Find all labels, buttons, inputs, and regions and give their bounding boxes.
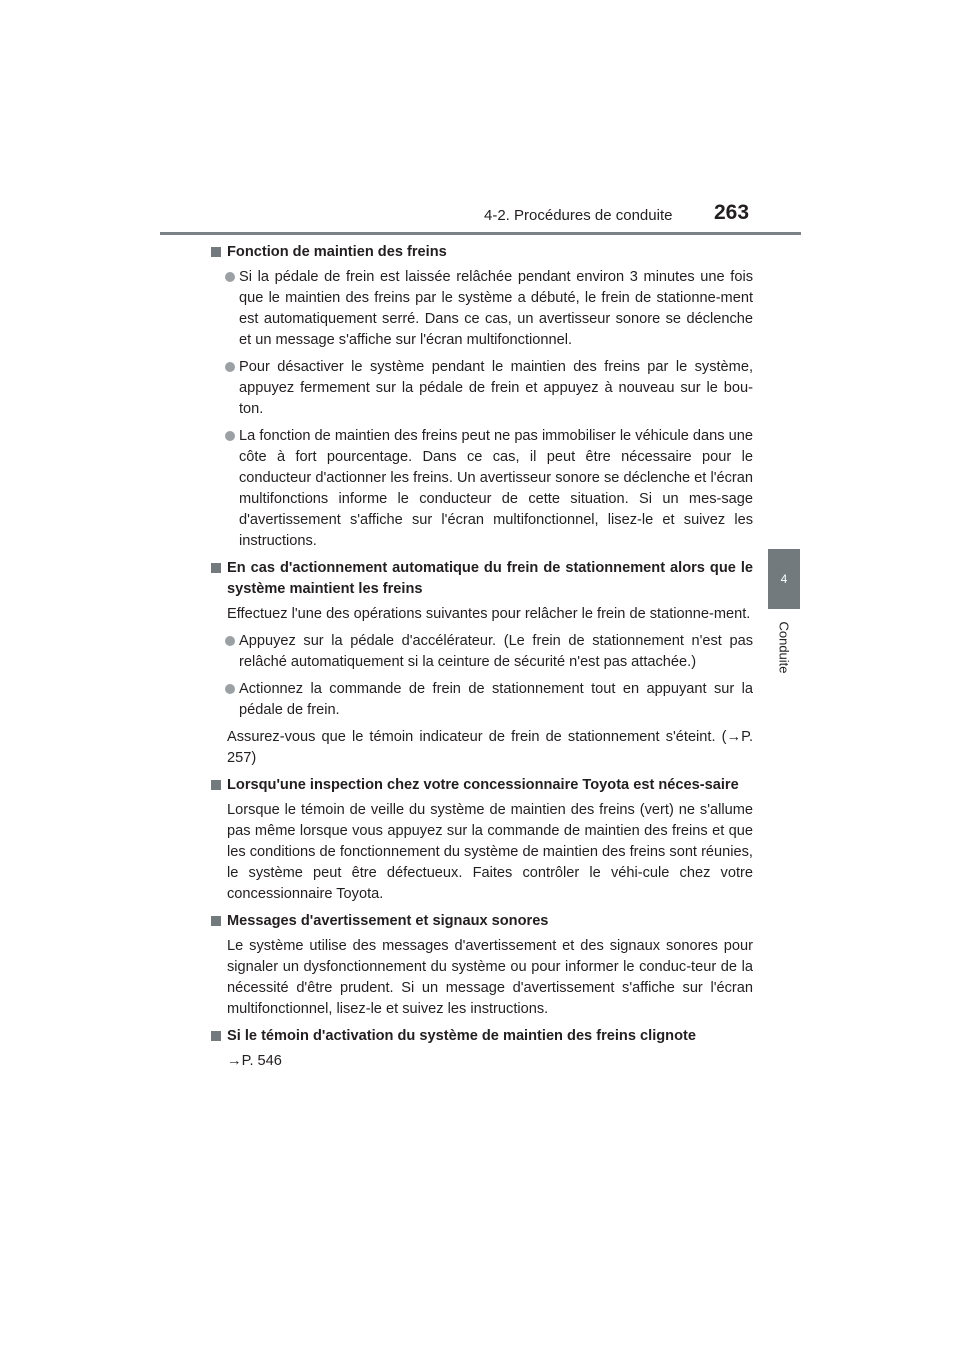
section-heading: [211, 242, 753, 263]
section-inspection: [211, 775, 753, 905]
bullet-text: Si la pédale de frein est laissée relâchée pendant environ 3 minutes une fois que le maintien des freins par le système a débuté, le frein de stationne-ment est automatiquement serré. Dans ce cas, un avertisseur sonore se déclenche et un message s'affiche sur l'écran multifonctionnel.: [239, 269, 753, 348]
bullet-item: [211, 631, 753, 673]
section-title: En cas d'actionnement automatique du frein de stationnement alors que le système maintient les freins: [227, 560, 753, 597]
round-bullet-icon: [225, 636, 235, 646]
header-rule: [160, 232, 801, 235]
square-bullet-icon: [211, 1031, 221, 1041]
bullet-item: [211, 267, 753, 351]
section-body: Lorsque le témoin de veille du système de maintien des freins (vert) ne s'allume pas même lorsque vous appuyez sur la commande de maintien des freins et que les conditions de fonctionnement du système de maintien des freins sont réunies, le système peut être défectueux. Faites contrôler le véhi-cule chez votre concessionnaire Toyota.: [227, 802, 753, 902]
section-brake-hold: [211, 242, 753, 552]
bullet-text: Pour désactiver le système pendant le maintien des freins par le système, appuyez fermement sur la pédale de frein et appuyez à nouveau sur le bou-ton.: [239, 359, 753, 417]
page-reference-link[interactable]: →P. 546: [227, 1053, 282, 1069]
section-warning-messages: [211, 911, 753, 1020]
section-auto-parking-brake: [211, 558, 753, 769]
section-intro: Effectuez l'une des opérations suivantes pour relâcher le frein de stationne-ment.: [227, 606, 751, 622]
chapter-tab: 4: [768, 549, 800, 609]
section-heading: [211, 1026, 753, 1047]
header-section-title: 4-2. Procédures de conduite: [484, 207, 673, 224]
section-body: Le système utilise des messages d'avertissement et des signaux sonores pour signaler un dysfonctionnement du système ou pour informer le conduc-teur de la nécessité d'être prudent. Si un message d'avertissement s'affiche sur l'écran multifonctionnel, lisez-le et suivez les instructions.: [227, 938, 753, 1017]
bullet-text: Actionnez la commande de frein de stationnement tout en appuyant sur la pédale de frein.: [239, 681, 753, 718]
round-bullet-icon: [225, 431, 235, 441]
bullet-text: Appuyez sur la pédale d'accélérateur. (Le frein de stationnement n'est pas relâché automatiquement si la ceinture de sécurité n'est pas attachée.): [239, 633, 753, 670]
round-bullet-icon: [225, 272, 235, 282]
square-bullet-icon: [211, 780, 221, 790]
section-heading: [211, 911, 753, 932]
chapter-label: [766, 618, 802, 676]
section-heading: [211, 775, 753, 796]
round-bullet-icon: [225, 684, 235, 694]
bullet-item: [211, 357, 753, 420]
round-bullet-icon: [225, 362, 235, 372]
page-content: [211, 242, 753, 1078]
square-bullet-icon: [211, 916, 221, 926]
bullet-item: [211, 426, 753, 552]
page-number: 263: [714, 201, 750, 224]
chapter-label-text: Conduite: [776, 620, 792, 674]
section-title: Si le témoin d'activation du système de maintien des freins clignote: [227, 1028, 696, 1044]
section-title: Fonction de maintien des freins: [227, 244, 447, 260]
section-title: Messages d'avertissement et signaux sonores: [227, 913, 549, 929]
section-outro: Assurez-vous que le témoin indicateur de frein de stationnement s'éteint. (→P. 257): [227, 729, 753, 766]
bullet-item: [211, 679, 753, 721]
section-title: Lorsqu'une inspection chez votre concessionnaire Toyota est néces-saire: [227, 777, 739, 793]
bullet-text: La fonction de maintien des freins peut ne pas immobiliser le véhicule dans une côte à fort pourcentage. Dans ce cas, il peut être nécessaire pour le conducteur d'actionner les freins. Un avertisseur sonore se déclenche et l'écran multifonctions informe le conducteur de cette situation. Si un mes-sage d'avertissement s'affiche sur l'écran multifonctionnel, lisez-le et suivez les instructions.: [239, 428, 753, 549]
section-heading: [211, 558, 753, 600]
square-bullet-icon: [211, 563, 221, 573]
section-indicator-blinking: [211, 1026, 753, 1072]
square-bullet-icon: [211, 247, 221, 257]
